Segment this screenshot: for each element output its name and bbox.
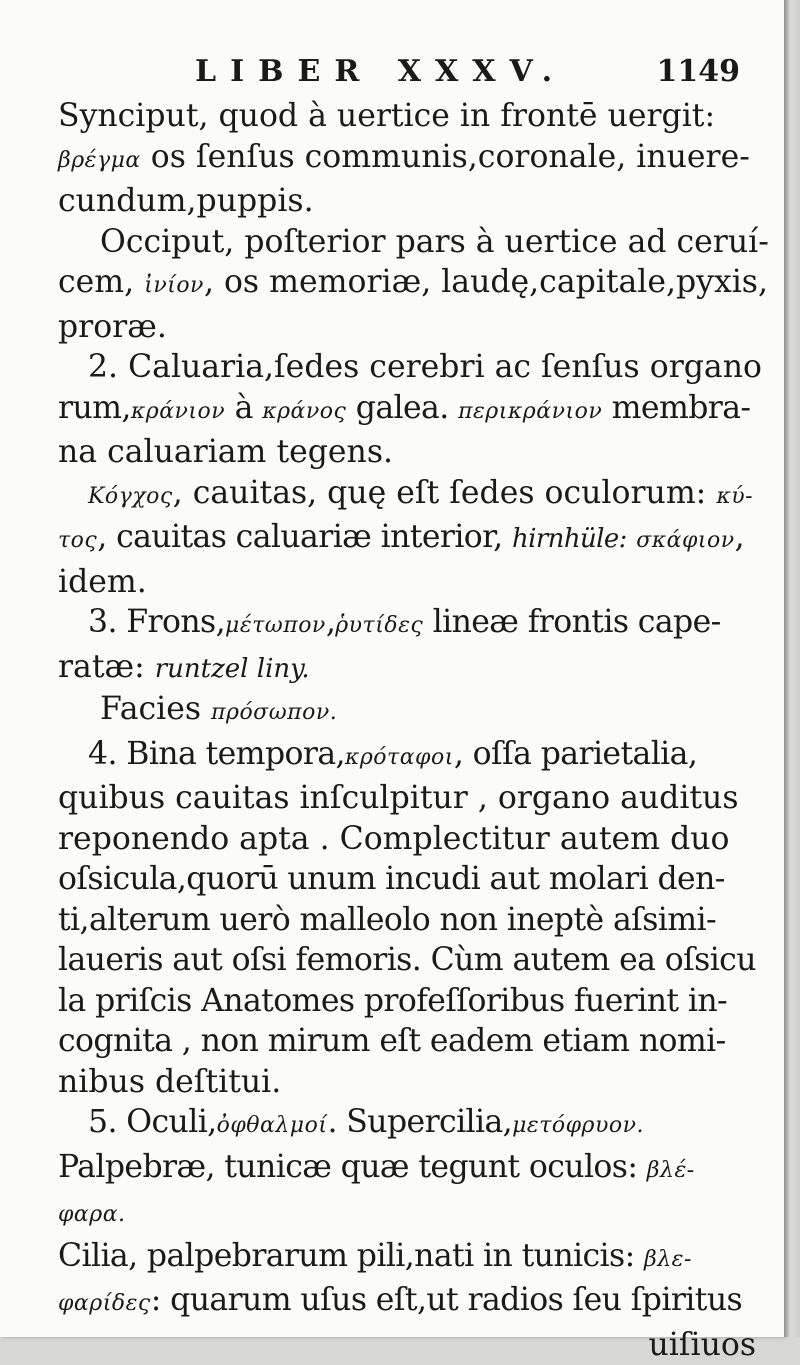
greek-term: σκάφιον	[636, 528, 734, 553]
german-term: hirnhüle:	[512, 524, 627, 554]
page-number: 1149	[657, 54, 741, 89]
text-line: φαρίδες: quarum uſus eſt,ut radios ſeu ſpiritus	[58, 1280, 764, 1325]
greek-term: κρόταφοι	[345, 745, 454, 770]
text-line: quibus cauitas inſculpitur , organo auditus	[58, 778, 764, 819]
greek-term: βρέγμα	[58, 148, 141, 173]
text-line: Κόγχος, cauitas, quę eſt ſedes oculorum: κύ-	[58, 473, 764, 518]
greek-term: μέτωπον	[225, 613, 326, 638]
text-line: τος, cauitas caluariæ interior, hirnhüle: σκάφιον,	[58, 517, 764, 562]
greek-term: μετόφρυον.	[512, 1113, 644, 1138]
greek-term: φαρίδες	[58, 1291, 151, 1316]
text-line: laueris aut oſsi femoris. Cùm autem ea oſsicu	[58, 940, 764, 981]
greek-term: φαρα.	[58, 1202, 126, 1227]
text-line: βρέγμα os ſenſus communis,coronale, inuere-	[58, 137, 764, 182]
body-text	[58, 96, 764, 1365]
catchword: uiſiuos	[58, 1325, 764, 1365]
greek-term: ἰνίον	[144, 273, 204, 298]
greek-term: κράνιον	[131, 399, 225, 424]
text-line: cognita , non mirum eſt eadem etiam nomi-	[58, 1021, 764, 1062]
text-line: la priſcis Anatomes profeſſoribus fuerint in-	[58, 981, 764, 1022]
text-line: ti,alterum uerò malleolo non ineptè aſsimi-	[58, 900, 764, 941]
greek-term: Κόγχος	[88, 484, 173, 509]
text-line: rum,κράνιον à κράνος galea. περικράνιον membra-	[58, 388, 764, 433]
text-line: 2. Caluaria,ſedes cerebri ac ſenſus organo	[58, 347, 764, 388]
text-line: proræ.	[58, 307, 764, 348]
text-line: Syncipu​t, quod à uertice in frontē uergit:	[58, 96, 764, 137]
text-line	[58, 1191, 764, 1236]
greek-term: βλέ-	[647, 1158, 695, 1183]
text-line: Facies πρόσωπον.	[58, 689, 764, 734]
running-head: LIBER XXXV.	[195, 54, 566, 89]
text-line: nibus deſtitui.	[58, 1062, 764, 1103]
greek-term: βλε-	[644, 1247, 692, 1272]
greek-term: κύ-	[716, 484, 753, 509]
greek-term: περικράνιον	[458, 399, 602, 424]
text-line: oſsicula,quorū unum incudi aut molari den-	[58, 859, 764, 900]
greek-term: ὀφθαλμοί	[217, 1113, 328, 1138]
greek-term: τος	[58, 528, 97, 553]
text-line: ratæ: runtzel liny.	[58, 647, 764, 690]
greek-term: πρόσωπον.	[211, 700, 337, 725]
text-line: Palpebræ, tunicæ quæ tegunt oculos: βλέ-	[58, 1147, 764, 1192]
text-line: Occiput, poſterior pars à uertice ad ceruí-	[58, 222, 764, 263]
text-line: reponendo apta . Complectitur autem duo	[58, 819, 764, 860]
text-line: 3. Frons,μέτωπον,ῥυτίδες lineæ frontis cape-	[58, 602, 764, 647]
german-term: runtzel liny.	[155, 654, 310, 684]
text-line: Cilia, palpebrarum pili,nati in tunicis: βλε-	[58, 1236, 764, 1281]
text-line: 4. Bina tempora,κρόταφοι, oſſa parietalia,	[58, 734, 764, 779]
page-header	[60, 50, 754, 94]
text-line: 5. Oculi,ὀφθαλμοί. Supercilia,μετόφρυον.	[58, 1102, 764, 1147]
greek-term: ῥυτίδες	[335, 613, 423, 638]
greek-term: κράνος	[262, 399, 346, 424]
text-line: na caluariam tegens.	[58, 432, 764, 473]
text-line: cundum,puppis.	[58, 181, 764, 222]
text-line: cem, ἰνίον, os memoriæ, laudę,capitale,pyxis,	[58, 262, 764, 307]
text-line: idem.	[58, 562, 764, 603]
